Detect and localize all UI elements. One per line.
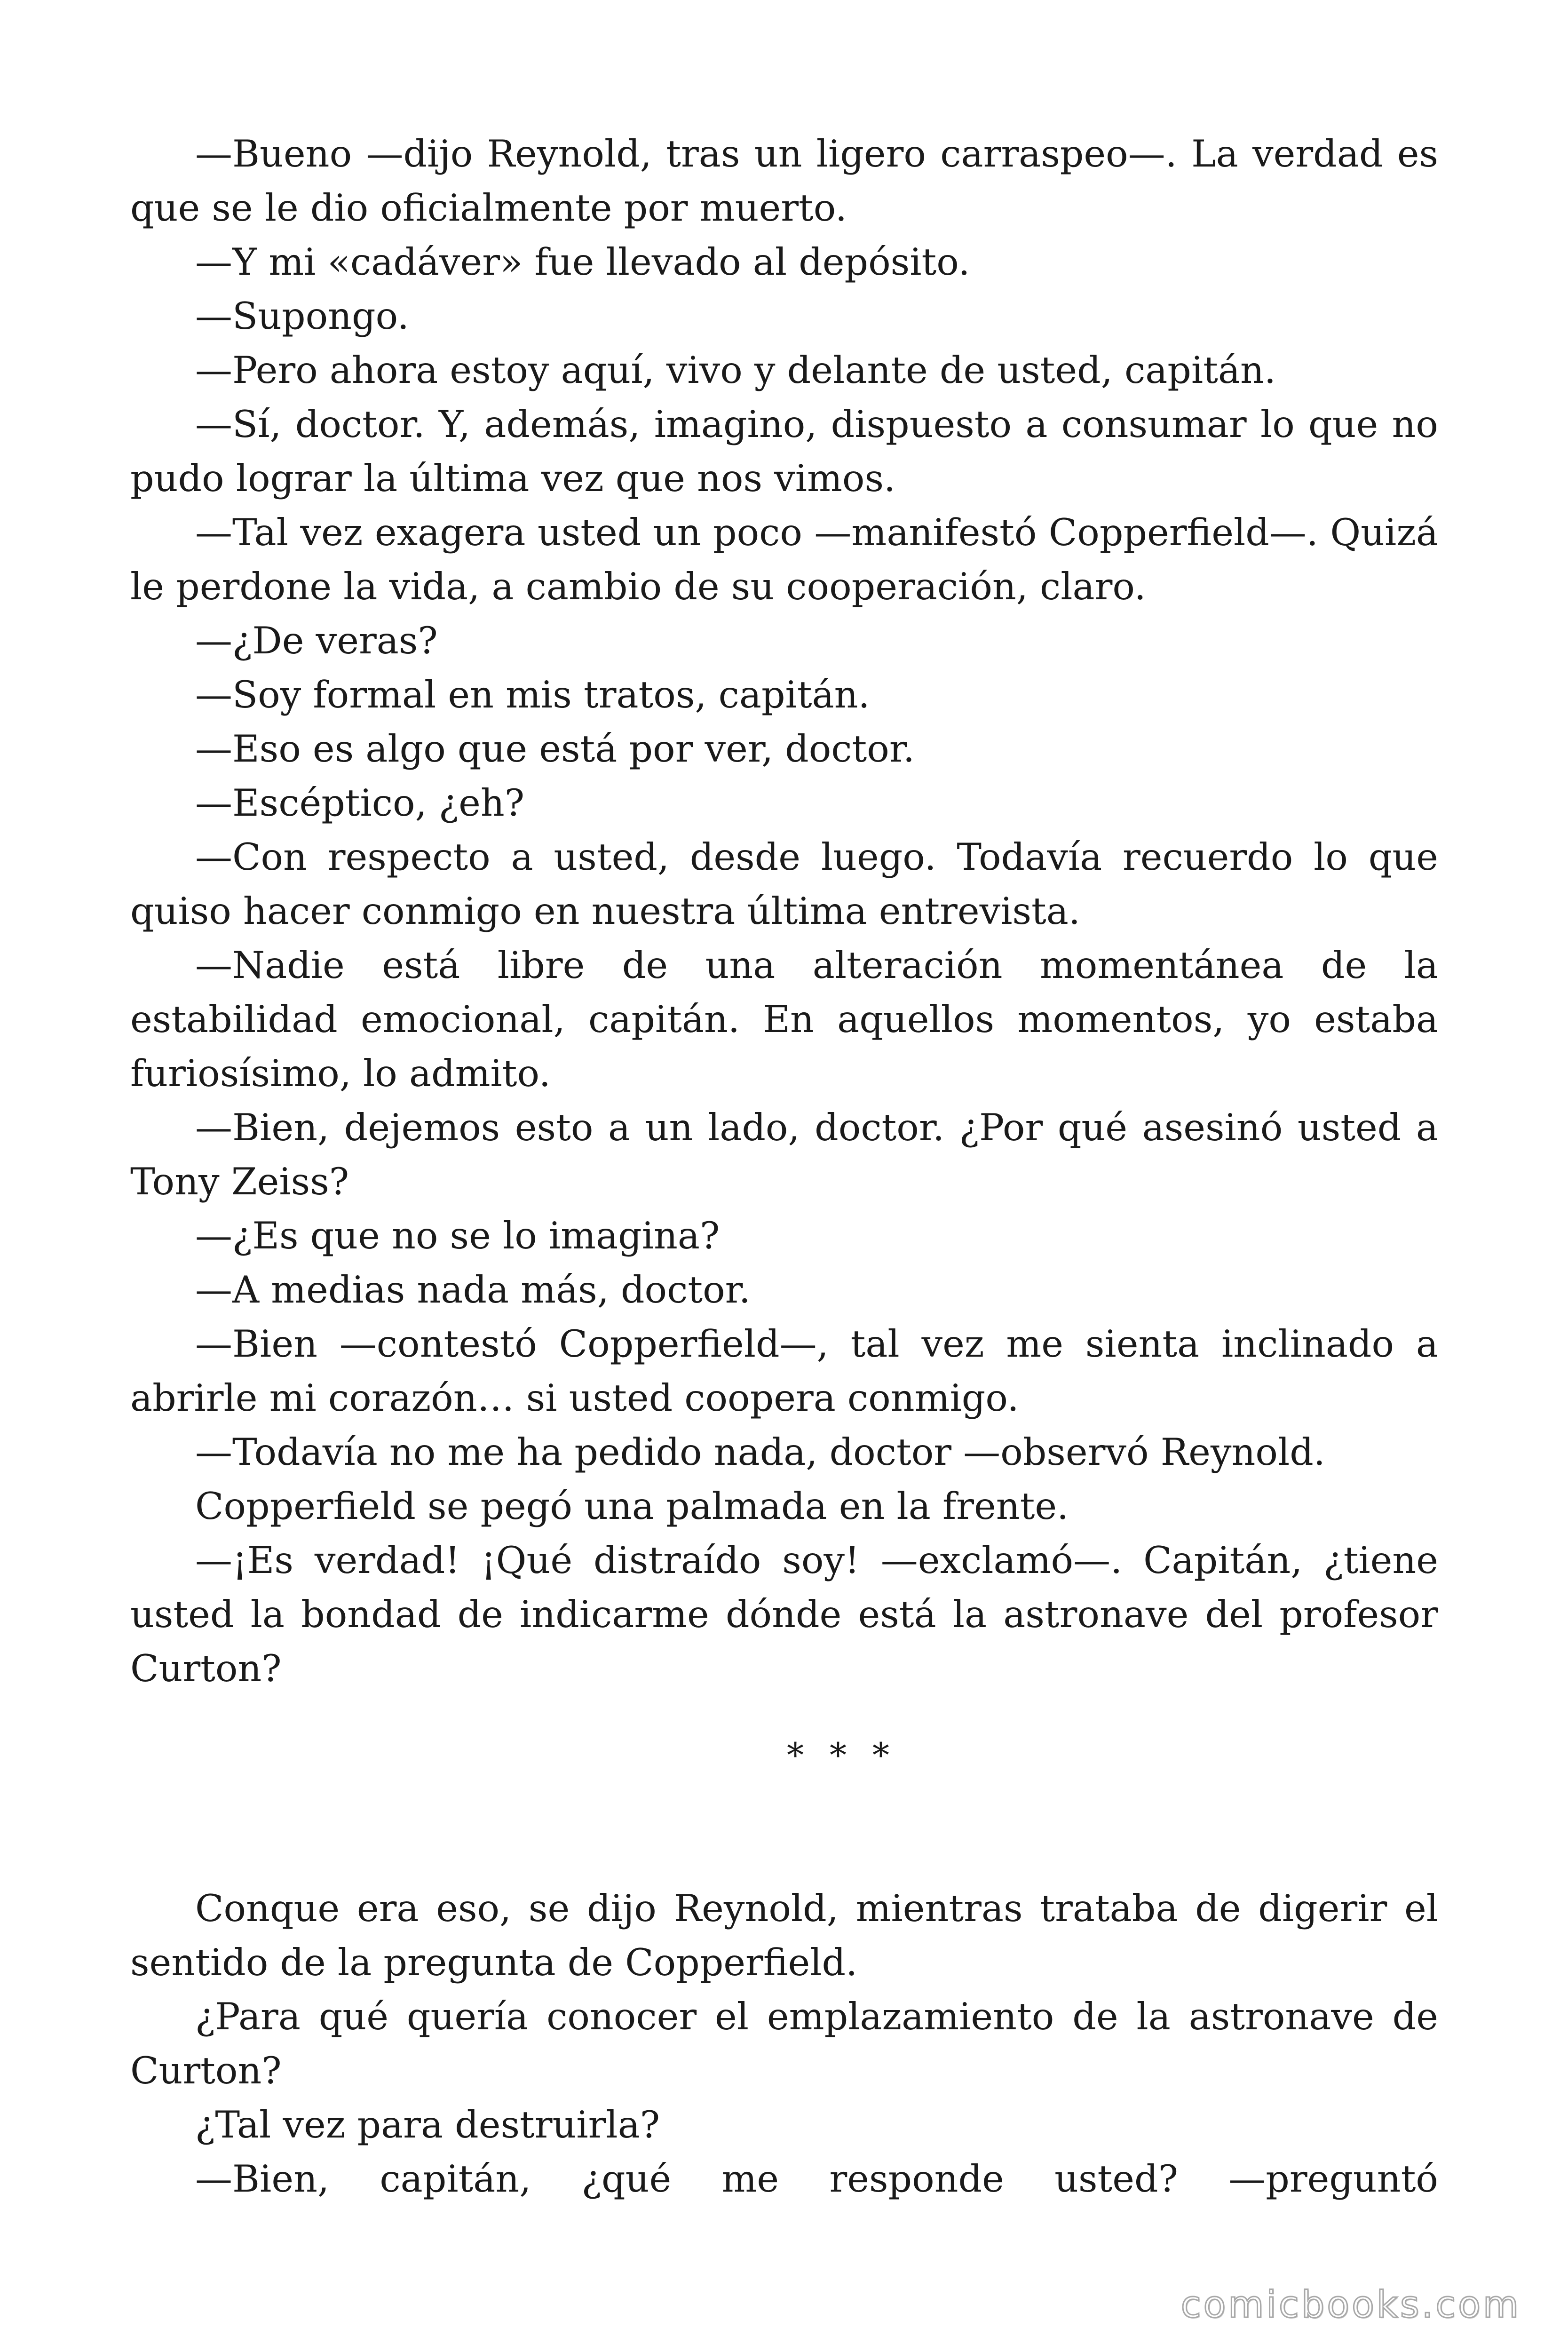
text-section-1 [130,127,1438,1696]
paragraph: —Sí, doctor. Y, además, imagino, dispuesto a consumar lo que no pudo lograr la última vez que nos vimos. [130,403,1438,500]
section-separator: * * * [787,1735,897,1775]
paragraph: ¿Tal vez para destruirla? [195,2103,660,2146]
paragraph: —A medias nada más, doctor. [195,1268,751,1311]
paragraph: ¿Para qué quería conocer el emplazamiento de la astronave de Curton? [130,1995,1438,2092]
paragraph: —Todavía no me ha pedido nada, doctor —observó Reynold. [195,1430,1325,1474]
paragraph: —¡Es verdad! ¡Qué distraído soy! —exclamó—. Capitán, ¿tiene usted la bondad de indicarme dónde está la astronave del profesor Curton? [130,1539,1438,1690]
paragraph: —Supongo. [195,294,409,338]
paragraph: —Pero ahora estoy aquí, vivo y delante de usted, capitán. [195,349,1276,392]
paragraph: —Bien, dejemos esto a un lado, doctor. ¿Por qué asesinó usted a Tony Zeiss? [130,1106,1438,1203]
paragraph: —Bueno —dijo Reynold, tras un ligero carraspeo—. La verdad es que se le dio oficialmente por muerto. [130,132,1438,230]
paragraph: —Con respecto a usted, desde luego. Todavía recuerdo lo que quiso hacer conmigo en nuestra última entrevista. [130,835,1438,933]
paragraph: —Tal vez exagera usted un poco —manifestó Copperfield—. Quizá le perdone la vida, a cambio de su cooperación, claro. [130,511,1438,608]
paragraph: —Nadie está libre de una alteración momentánea de la estabilidad emocional, capitán. En aquellos momentos, yo estaba furiosísimo, lo admito. [130,944,1438,1095]
paragraph: Copperfield se pegó una palmada en la frente. [195,1485,1069,1528]
watermark: comicbooks.com [1180,2284,1521,2326]
text-section-2 [130,1882,1438,2206]
paragraph: —Eso es algo que está por ver, doctor. [195,727,915,771]
paragraph: —¿De veras? [195,619,438,662]
paragraph: —Y mi «cadáver» fue llevado al depósito. [195,240,970,284]
paragraph: —Bien —contestó Copperfield—, tal vez me sienta inclinado a abrirle mi corazón… si usted coopera conmigo. [130,1322,1438,1420]
paragraph: —Bien, capitán, ¿qué me responde usted? —preguntó [195,2157,1438,2201]
paragraph: —Escéptico, ¿eh? [195,781,525,825]
paragraph: Conque era eso, se dijo Reynold, mientras trataba de digerir el sentido de la pregunta de Copperfield. [130,1887,1438,1984]
paragraph: —Soy formal en mis tratos, capitán. [195,673,870,716]
paragraph: —¿Es que no se lo imagina? [195,1214,720,1257]
